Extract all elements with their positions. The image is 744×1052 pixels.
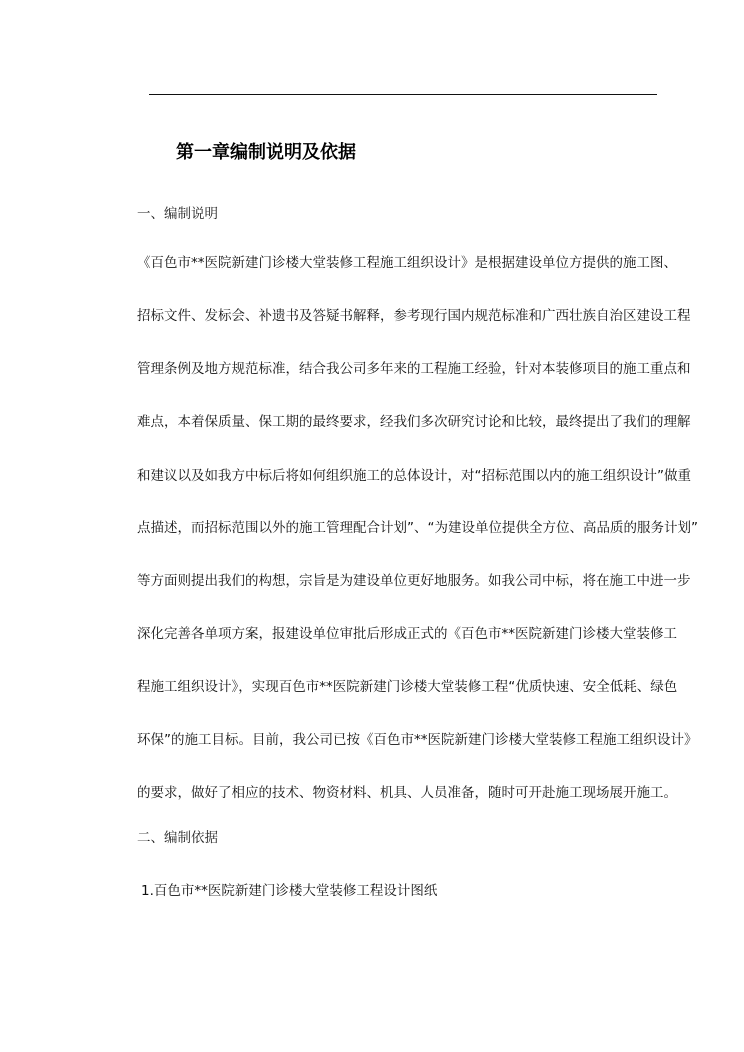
paragraph-line: 《百色市**医院新建门诊楼大堂装修工程施工组织设计》是根据建设单位方提供的施工图、 [137, 255, 677, 271]
paragraph-line: 的要求，做好了相应的技术、物资材料、机具、人员准备，随时可开赴施工现场展开施工。 [137, 785, 677, 801]
section-heading-explanation: 一、编制说明 [137, 206, 218, 222]
section-heading-basis: 二、编制依据 [137, 830, 218, 846]
paragraph-line: 深化完善各单项方案，报建设单位审批后形成正式的《百色市**医院新建门诊楼大堂装修工 [137, 626, 677, 642]
chapter-title: 第一章编制说明及依据 [176, 142, 356, 163]
paragraph-line: 难点，本着保质量、保工期的最终要求，经我们多次研究讨论和比较，最终提出了我们的理解 [137, 414, 691, 430]
paragraph-line: 和建议以及如我方中标后将如何组织施工的总体设计，对“招标范围以内的施工组织设计”做重 [137, 468, 691, 484]
header-rule [149, 94, 657, 95]
paragraph-line: 程施工组织设计》，实现百色市**医院新建门诊楼大堂装修工程“优质快速、安全低耗、绿色 [137, 679, 678, 695]
paragraph-line: 招标文件、发标会、补遗书及答疑书解释，参考现行国内规范标准和广西壮族自治区建设工程 [137, 308, 691, 324]
paragraph-line: 等方面则提出我们的构想，宗旨是为建设单位更好地服务。如我公司中标，将在施工中进一步 [137, 573, 691, 589]
paragraph-line: 管理条例及地方规范标准，结合我公司多年来的工程施工经验，针对本装修项目的施工重点和 [137, 361, 691, 377]
paragraph-line: 环保”的施工目标。目前，我公司已按《百色市**医院新建门诊楼大堂装修工程施工组织设计》 [137, 732, 698, 748]
paragraph-line: 点描述，而招标范围以外的施工管理配合计划”、“为建设单位提供全方位、高品质的服务计划” [137, 520, 698, 536]
basis-list-item: 1.百色市**医院新建门诊楼大堂装修工程设计图纸 [141, 883, 438, 899]
